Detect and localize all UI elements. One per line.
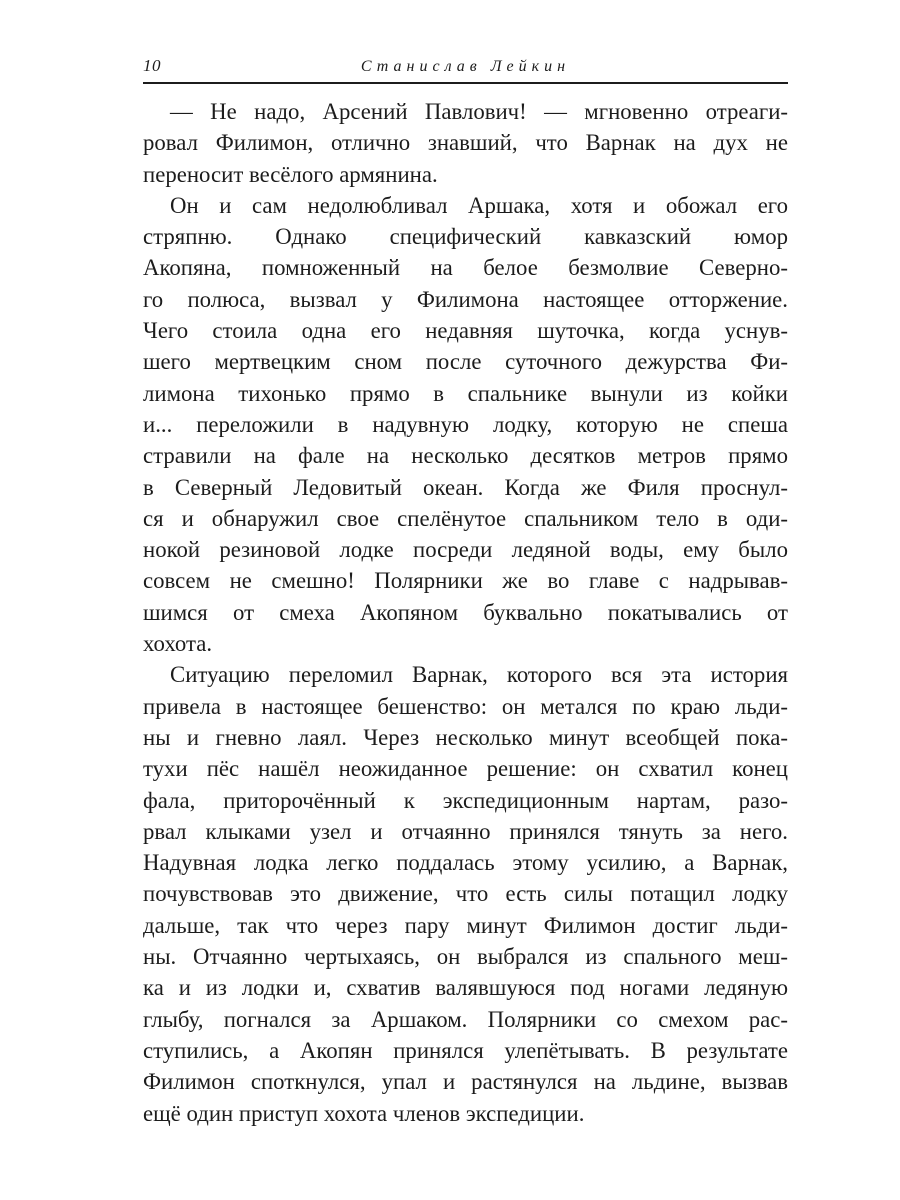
text-line: нокой резиновой лодке посреди ледяной воды, ему было — [143, 537, 788, 563]
text-line: шего мертвецким сном после суточного дежурства Фи- — [143, 349, 788, 375]
text-line: лимона тихонько прямо в спальнике вынули из койки — [143, 380, 788, 406]
text-line: рвал клыками узел и отчаянно принялся тянуть за него. — [143, 818, 788, 844]
text-line: го полюса, вызвал у Филимона настоящее отторжение. — [143, 286, 788, 312]
text-line: привела в настоящее бешенство: он метался по краю льди- — [143, 693, 788, 719]
text-line: и... переложили в надувную лодку, которую не спеша — [143, 411, 788, 437]
paragraph-3 — [143, 659, 788, 1128]
text-line: Надувная лодка легко поддалась этому усилию, а Варнак, — [143, 850, 788, 876]
text-line: стравили на фале на несколько десятков метров прямо — [143, 443, 788, 469]
running-title-author: Станислав Лейкин — [360, 58, 571, 75]
paragraph-1 — [143, 96, 788, 190]
text-line: переносит весёлого армянина. — [143, 161, 438, 187]
text-line: ны и гневно лаял. Через несколько минут всеобщей пока- — [143, 724, 788, 750]
text-line: Чего стоила одна его недавняя шуточка, когда уснув- — [143, 318, 788, 344]
text-line: Филимон споткнулся, упал и растянулся на льдине, вызвав — [143, 1069, 788, 1095]
page-number: 10 — [143, 56, 161, 75]
text-line: почувствовав это движение, что есть силы потащил лодку — [143, 881, 788, 907]
text-line: тухи пёс нашёл неожиданное решение: он схватил конец — [143, 756, 788, 782]
running-head — [143, 52, 788, 84]
text-line: — Не надо, Арсений Павлович! — мгновенно отреаги- — [170, 99, 788, 124]
text-line: стряпню. Однако специфический кавказский юмор — [143, 224, 788, 250]
text-line: ещё один приступ хохота членов экспедиции. — [143, 1100, 585, 1126]
text-line: шимся от смеха Акопяном буквально покатывались от — [143, 599, 788, 625]
text-line: ся и обнаружил свое спелёнутое спальником тело в оди- — [143, 505, 788, 531]
text-line: Он и сам недолюбливал Аршака, хотя и обожал его — [170, 192, 788, 218]
text-line: ны. Отчаянно чертыхаясь, он выбрался из спального меш- — [143, 944, 788, 970]
text-line: Акопяна, помноженный на белое безмолвие Северно- — [143, 255, 788, 281]
text-line: совсем не смешно! Полярники же во главе с надрывав- — [143, 568, 788, 594]
text-line: фала, приторочённый к экспедиционным нартам, разо- — [143, 787, 788, 813]
text-line: Ситуацию переломил Варнак, которого вся эта история — [170, 662, 788, 688]
paragraph-2 — [143, 190, 788, 659]
book-page — [143, 52, 788, 1129]
text-line: глыбу, погнался за Аршаком. Полярники со смехом рас- — [143, 1006, 788, 1032]
text-line: ка и из лодки и, схватив валявшуюся под ногами ледяную — [143, 975, 788, 1001]
text-line: ровал Филимон, отлично знавший, что Варнак на дух не — [143, 130, 788, 156]
text-line: в Северный Ледовитый океан. Когда же Филя проснул- — [143, 474, 788, 500]
text-line: хохота. — [143, 631, 213, 657]
text-line: дальше, так что через пару минут Филимон достиг льди- — [143, 912, 788, 938]
body-text — [143, 96, 788, 1129]
text-line: ступились, а Акопян принялся улепётывать. В результате — [143, 1037, 788, 1063]
